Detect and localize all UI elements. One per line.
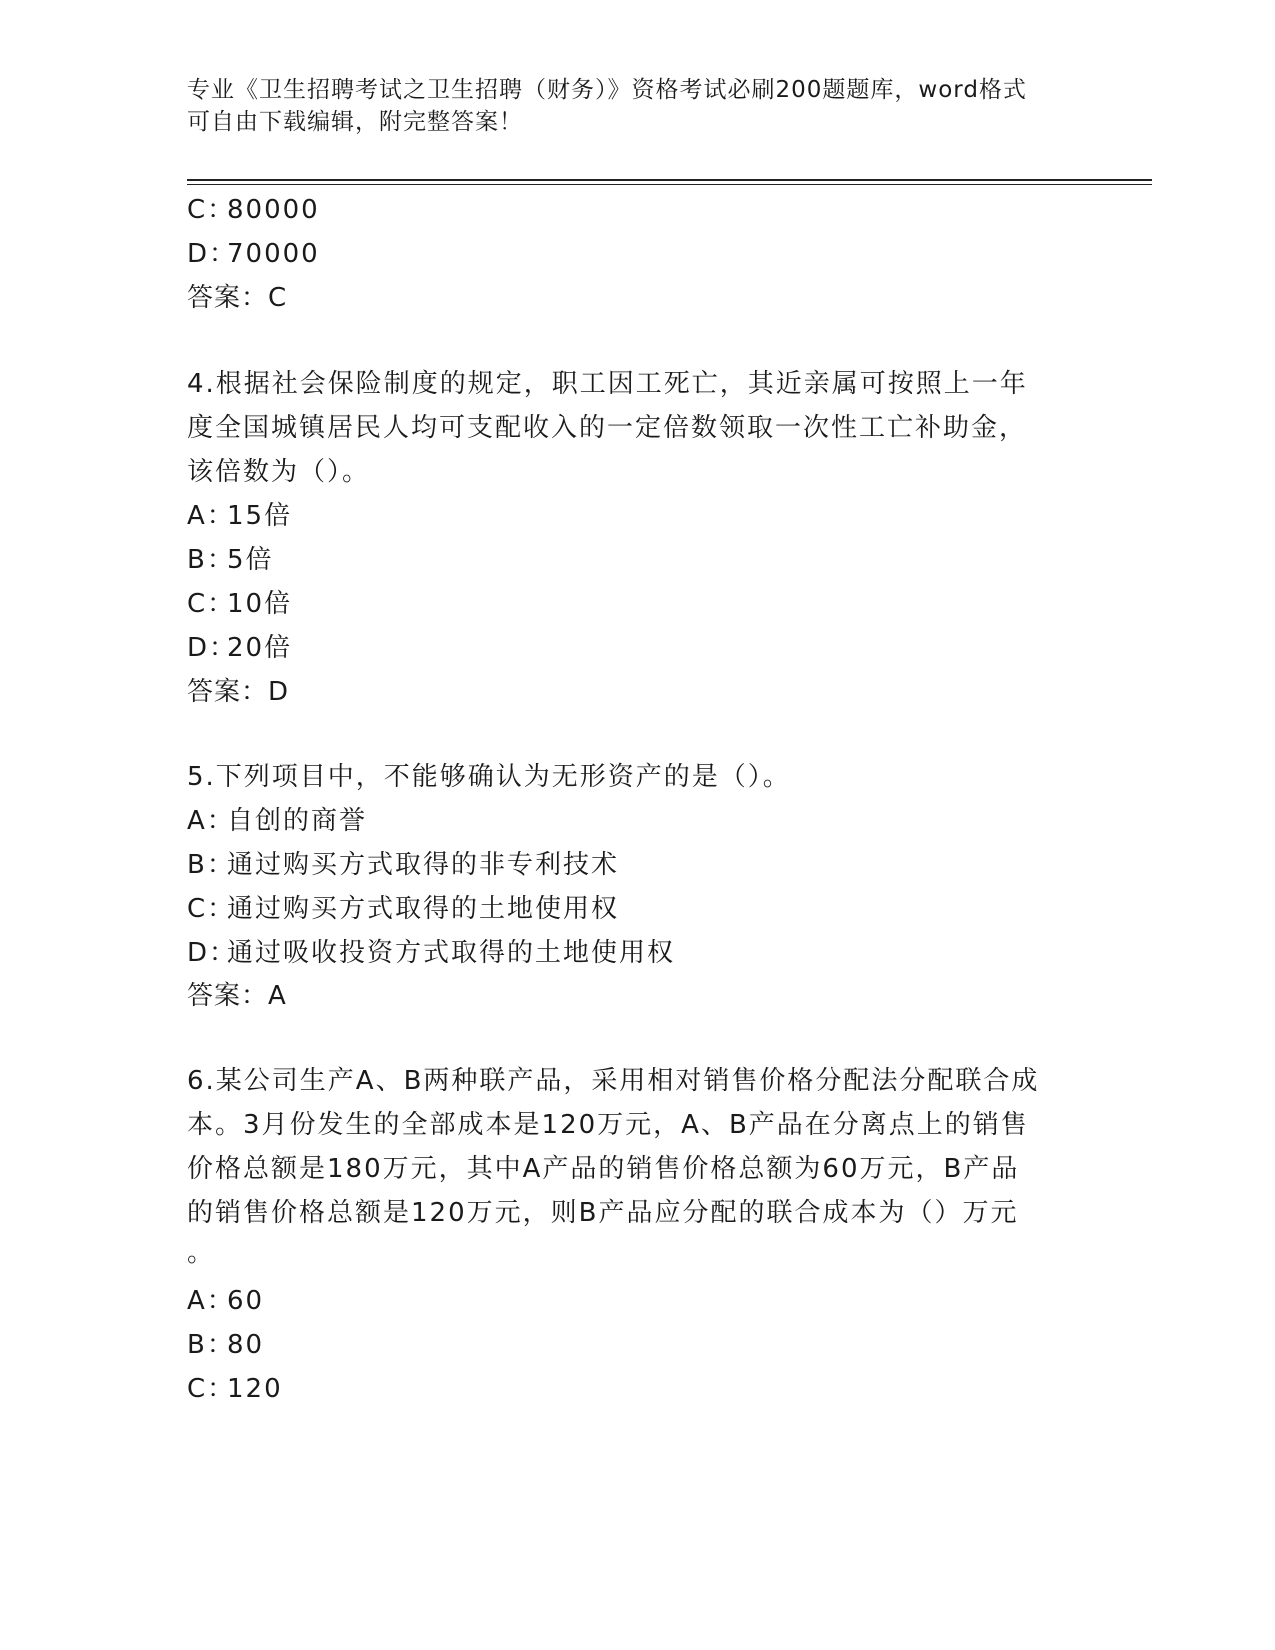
option-letter: B： xyxy=(187,850,235,880)
header-line-1: 专业《卫生招聘考试之卫生招聘（财务）》资格考试必刷200题题库，word格式 xyxy=(187,77,1027,103)
option-text: 80 xyxy=(227,1330,265,1360)
q3-option-d xyxy=(187,237,320,271)
option-letter: B： xyxy=(187,545,235,575)
q5-stem-line-1: 5.下列项目中，不能够确认为无形资产的是（）。 xyxy=(187,762,791,792)
q6-option-c xyxy=(187,1372,283,1406)
option-text: 15倍 xyxy=(227,501,293,531)
option-letter: C： xyxy=(187,195,236,225)
q4-answer: 答案：D xyxy=(187,677,290,707)
q4-option-a xyxy=(187,499,292,533)
option-text: 60 xyxy=(227,1286,265,1316)
option-text: 120 xyxy=(227,1374,283,1404)
option-text: 10倍 xyxy=(227,589,293,619)
q4-stem-line-1: 4.根据社会保险制度的规定，职工因工死亡，其近亲属可按照上一年 xyxy=(187,369,1028,399)
option-letter: C： xyxy=(187,589,236,619)
option-text: 通过购买方式取得的土地使用权 xyxy=(227,894,620,924)
option-letter: A： xyxy=(187,806,235,836)
option-text: 自创的商誉 xyxy=(227,806,368,836)
q4-option-c xyxy=(187,587,292,621)
q5-option-d xyxy=(187,936,675,970)
q4-stem-line-3: 该倍数为（）。 xyxy=(187,457,371,487)
q5-answer: 答案：A xyxy=(187,981,287,1011)
option-letter: A： xyxy=(187,1286,235,1316)
option-text: 5倍 xyxy=(227,545,274,575)
q6-stem-line-3: 价格总额是180万元，其中A产品的销售价格总额为60万元，B产品 xyxy=(187,1154,1020,1184)
option-letter: D： xyxy=(187,633,238,663)
header-line-2: 可自由下载编辑，附完整答案！ xyxy=(187,109,523,135)
option-text: 70000 xyxy=(227,239,320,269)
q6-option-a xyxy=(187,1284,264,1318)
option-letter: C： xyxy=(187,1374,236,1404)
q3-answer: 答案：C xyxy=(187,283,288,313)
q5-option-b xyxy=(187,848,619,882)
header-divider-thick xyxy=(187,179,1152,181)
q6-stem-line-1: 6.某公司生产A、B两种联产品，采用相对销售价格分配法分配联合成 xyxy=(187,1066,1040,1096)
option-letter: A： xyxy=(187,501,235,531)
option-text: 80000 xyxy=(227,195,320,225)
page-header xyxy=(187,74,1067,138)
option-text: 20倍 xyxy=(227,633,293,663)
option-letter: C： xyxy=(187,894,236,924)
option-letter: D： xyxy=(187,938,238,968)
header-divider-thin xyxy=(187,184,1152,185)
q3-option-c xyxy=(187,193,320,227)
q5-option-c xyxy=(187,892,619,926)
option-letter: B： xyxy=(187,1330,235,1360)
option-text: 通过吸收投资方式取得的土地使用权 xyxy=(227,938,676,968)
q4-option-b xyxy=(187,543,274,577)
q6-stem-line-2: 本。3月份发生的全部成本是120万元，A、B产品在分离点上的销售 xyxy=(187,1110,1029,1140)
option-text: 通过购买方式取得的非专利技术 xyxy=(227,850,620,880)
q6-stem-line-5: 。 xyxy=(187,1238,216,1268)
q4-stem-line-2: 度全国城镇居民人均可支配收入的一定倍数领取一次性工亡补助金， xyxy=(187,413,1028,443)
q6-option-b xyxy=(187,1328,264,1362)
q6-stem-line-4: 的销售价格总额是120万元，则B产品应分配的联合成本为（）万元 xyxy=(187,1198,1019,1228)
q5-option-a xyxy=(187,804,367,838)
q4-option-d xyxy=(187,631,292,665)
option-letter: D： xyxy=(187,239,238,269)
